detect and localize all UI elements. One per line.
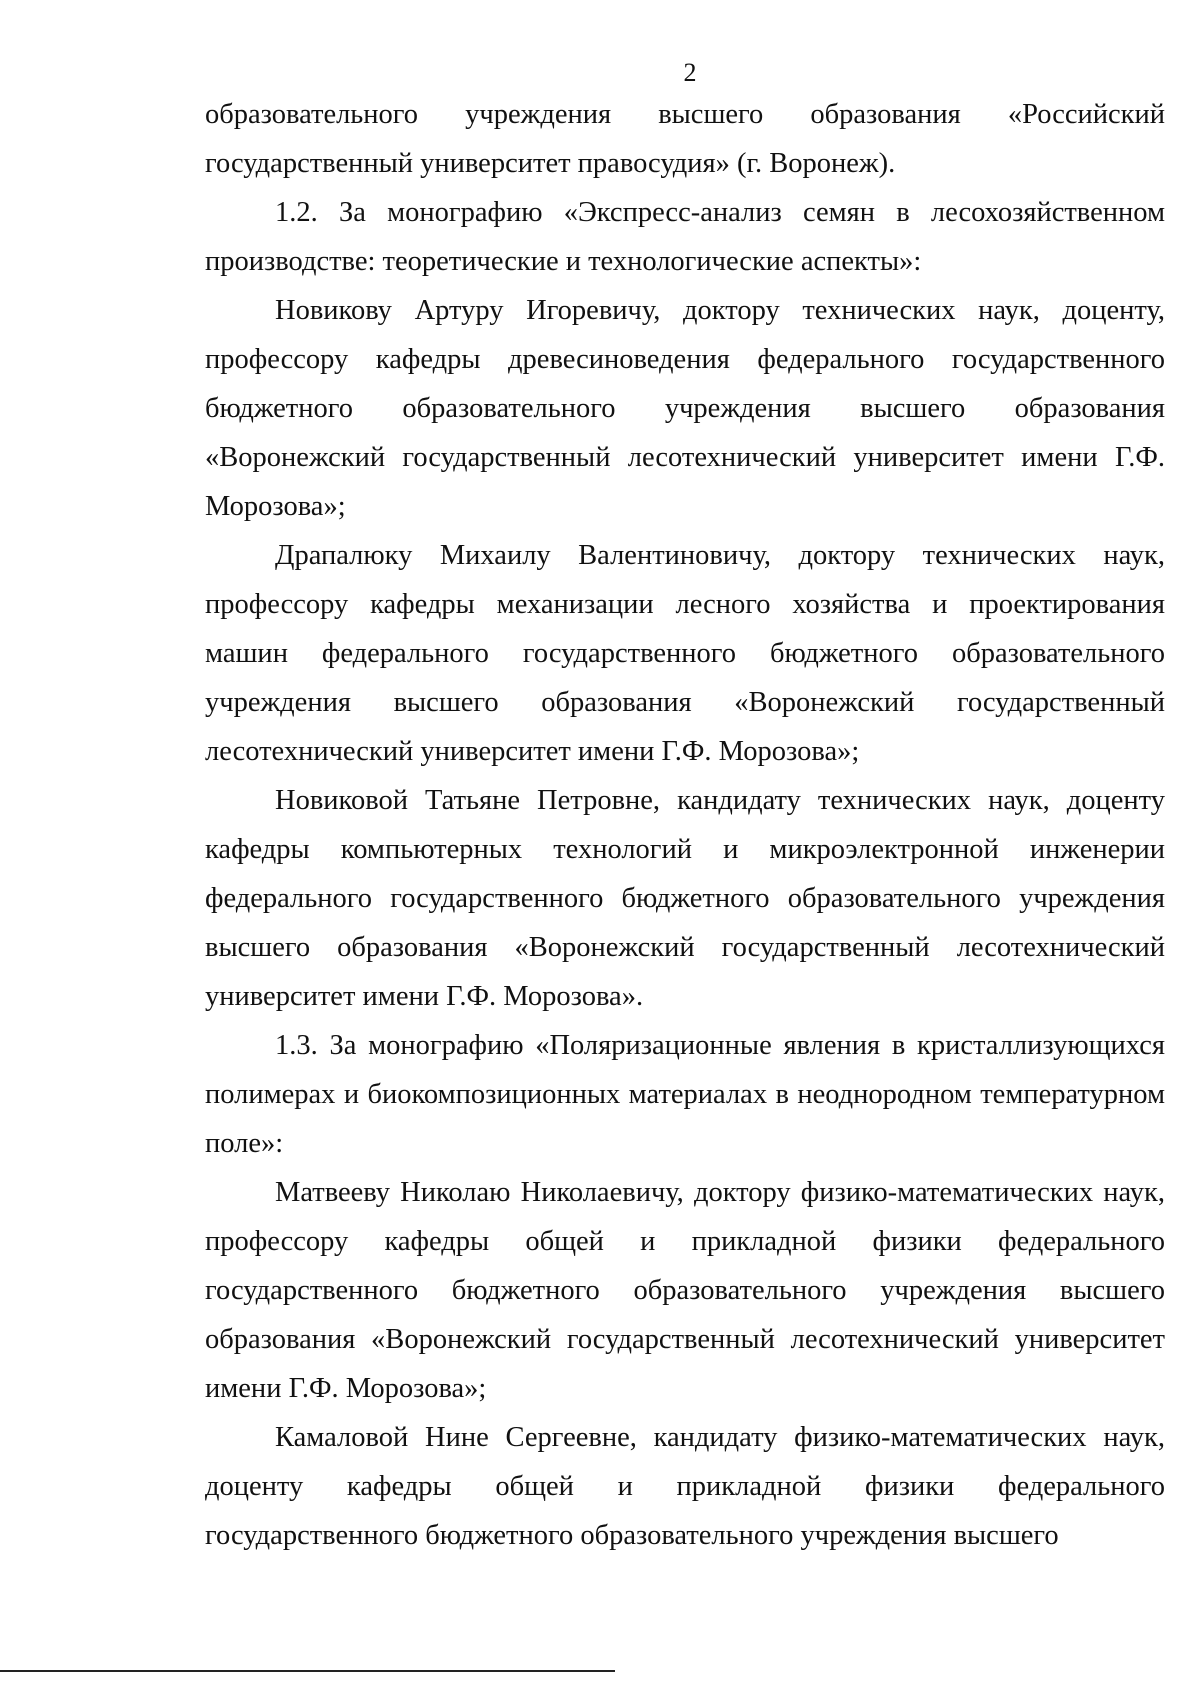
document-body bbox=[205, 90, 1165, 1560]
paragraph-drapalyuk: Драпалюку Михаилу Валентиновичу, доктору технических наук, профессору кафедры механизации лесного хозяйства и проектирования машин федерального государственного бюджетного образовательного учреждения высшего образования «Воронежский государственный лесотехнический университет имени Г.Ф. Морозова»; bbox=[205, 540, 1165, 767]
page-number: 2 bbox=[683, 58, 697, 87]
paragraph-novikova: Новиковой Татьяне Петровне, кандидату технических наук, доценту кафедры компьютерных технологий и микроэлектронной инженерии федерального государственного бюджетного образовательного учреждения высшего образования «Воронежский государственный лесотехнический университет имени Г.Ф. Морозова». bbox=[205, 785, 1165, 1012]
paragraph-item-1-3: 1.3. За монографию «Поляризационные явления в кристаллизующихся полимерах и биокомпозиционных материалах в неоднородном температурном поле»: bbox=[205, 1030, 1165, 1159]
bottom-divider bbox=[0, 1670, 615, 1672]
paragraph-continuation: образовательного учреждения высшего образования «Российский государственный университет правосудия» (г. Воронеж). bbox=[205, 99, 1165, 179]
paragraph-matveev: Матвееву Николаю Николаевичу, доктору физико-математических наук, профессору кафедры общей и прикладной физики федерального государственного бюджетного образовательного учреждения высшего образования «Воронежский государственный лесотехнический университет имени Г.Ф. Морозова»; bbox=[205, 1177, 1165, 1404]
paragraph-item-1-2: 1.2. За монографию «Экспресс-анализ семян в лесохозяйственном производстве: теоретические и технологические аспекты»: bbox=[205, 197, 1165, 277]
paragraph-kamalova: Камаловой Нине Сергеевне, кандидату физико-математических наук, доценту кафедры общей и прикладной физики федерального государственного бюджетного образовательного учреждения высшего bbox=[205, 1422, 1165, 1551]
paragraph-novikov: Новикову Артуру Игоревичу, доктору технических наук, доценту, профессору кафедры древесиноведения федерального государственного бюджетного образовательного учреждения высшего образования «Воронежский государственный лесотехнический университет имени Г.Ф. Морозова»; bbox=[205, 295, 1165, 522]
